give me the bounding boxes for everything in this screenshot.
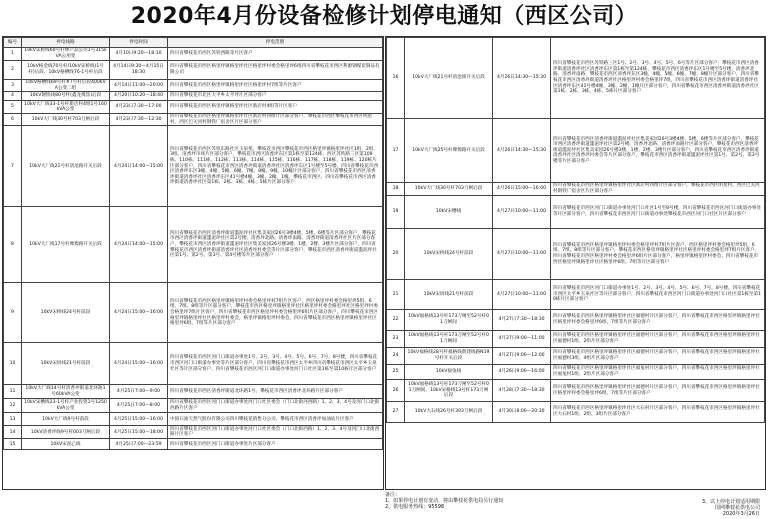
row-range: 四川省攀枝花市西区格里坪镇格里坪社区格里坪村委会格里坪6组四川省攀枝花市西区利源钢煤炭制品有限公司	[168, 61, 383, 80]
table-row	[4, 385, 383, 399]
row-time: 4月23日7:30—12:30	[110, 114, 168, 126]
row-range: 四川省攀枝花市西区格里坪镇格里坪社区福德村片区部分客户，四川省攀枝花市西区格里坪镇格里坪社区福德村3组、4组片区部分客户	[551, 348, 765, 365]
row-range: 四川省攀枝花市西区河门口街道办事处片区部分客户	[168, 439, 383, 450]
row-range: 四川省攀枝花市西区河门口街道办事处1号、2号、3号、4号、5号、6号、7号、8号楼，四川省攀枝花市西区太平乡玉泉社区等片区部分客户，四川省攀枝花市西区河门口街道办事处河门口社区第1栋至第10栋片区部分客户	[551, 280, 765, 310]
row-line: 10kV大石线26号杆303刀闸后段	[405, 402, 493, 423]
row-time: 4月27日10:00—11:00	[493, 196, 551, 229]
notice-footer	[385, 492, 766, 518]
row-line: 10kV福格线13号杆173刀闸至52号杆01刀闸间、10kV宋格线13号杆173刀闸后段	[405, 380, 493, 402]
row-time: 4月28日7:30—18:30	[493, 380, 551, 402]
row-line: 10kV福格线13号杆173刀闸至52号杆01刀闸间	[405, 310, 493, 331]
row-line: 10kV大厂线30号杆703刀闸后段	[22, 114, 110, 126]
issuer: 国网攀枝花供电公司	[714, 505, 760, 512]
row-time: 4月14日11:00—20:00	[110, 80, 168, 92]
row-no: 6	[4, 114, 22, 126]
row-no: 14	[4, 426, 22, 439]
row-range: 四川省攀枝花市西区苏铁西路等片区客户	[168, 48, 383, 61]
row-time: 4月10日9:20—18:10	[110, 48, 168, 61]
note-2: 2、供电服务热线：95598	[385, 504, 445, 511]
row-no: 3	[4, 80, 22, 92]
row-range: 四川省攀枝花市西区格里坪镇格里坪社区格里坪村7组等片区客户	[168, 80, 383, 92]
row-time: 4月26日14:30—15:30	[493, 38, 551, 119]
table-row	[387, 380, 765, 402]
table-row	[4, 283, 383, 343]
row-line: 10kV宋桥线24号杆前段	[405, 229, 493, 280]
header-line: 停电线路	[22, 38, 110, 48]
row-range: 四川省攀枝花市西区格里坪镇格里坪社区新店村4组等片区客户	[168, 101, 383, 114]
row-no: 5	[4, 101, 22, 114]
row-range: 四川省攀枝花市西区格里坪镇格里坪社区福德村片区部分客户，四川省攀枝花市西区格里坪镇格里坪社区格里坪村委会格里坪6组、7组等片区部分客户	[551, 380, 765, 402]
row-no: 12	[4, 399, 22, 413]
row-range: 四川省攀枝花市西区格里坪镇格里坪社区新店村四组片区部分客户，攀枝花市西区攀枝花市西区明星村、西区巴关河村钢铁厂宿舍区片区部分客户	[168, 114, 383, 126]
row-no: 25	[387, 365, 405, 380]
table-row	[4, 101, 383, 114]
row-time: 4月24日15:00—16:00	[110, 283, 168, 343]
table-row	[4, 92, 383, 101]
header-range: 停电范围	[168, 38, 383, 48]
row-line: 10kV大厂线33-1号杆新店村4组1号160kVA公变	[22, 101, 110, 114]
row-line: 10kV大厂线30号杆703刀闸后段	[405, 183, 493, 196]
row-no: 15	[4, 439, 22, 450]
row-line: 10kV宋桥线24号杆前段	[22, 283, 110, 343]
note-label: 备注：	[385, 492, 401, 498]
row-no: 16	[387, 38, 405, 119]
row-time: 4月24日14:00—15:00	[110, 207, 168, 283]
row-line: 10kV宋桥线60号杆林产品公司1号315kVA公用变	[22, 48, 110, 61]
note-1: 1、如果停电计划有变动，将由攀枝花供电局另行通知	[385, 498, 504, 505]
table-row	[387, 348, 765, 365]
table-row	[4, 80, 383, 92]
row-line: 10kV大厂线25号杆摩擦路开关后段	[405, 119, 493, 183]
row-range: 四川省攀枝花市西区格里坪镇格里坪村委会格里坪村7组片区客户，西区格里坪村委会格里坪5组、6组、7组、8组等片区部分客户，攀枝花市西区格里坪镇格里坪社区格里坪村委会格里坪社区格里坪村委会格里坪7组片区客户，四川省攀枝花市西区格里坪村委会格里坪6组片区部分客户，四川攀枝花市西区格里坪镇格里坪社区格里坪村委会，格里坪镇格里坪村委会、四川省攀枝花市西区格里坪镇格里坪社区格里坪6组、7组等片区部分客户	[168, 283, 383, 343]
table-row	[4, 439, 383, 450]
row-time: 4月26日14:30—15:30	[493, 119, 551, 183]
row-line: 10kV宋泥乙线	[22, 439, 110, 450]
row-no: 26	[387, 380, 405, 402]
row-time: 4月25日7:00—8:00	[110, 399, 168, 413]
row-no: 27	[387, 402, 405, 423]
table-row	[387, 365, 765, 380]
row-range: 四川省攀枝花市西区清香坪街道北环路1号、攀枝花市西区清香坪北环路片区部分客户	[168, 385, 383, 399]
row-time: 4月27日7:30—18:30	[493, 310, 551, 331]
row-range: 四川省攀枝花市西区苏铁东路社区玉泉苑、攀枝花市西区攀枝花市西区格里坪镇格里坪社区1组、2组、3组、清香坪市场片区部分客户，攀枝花市西区清香坪东区第1栋至第124栋、西区苏铁路三区第109栋、110栋、111栋、112栋、113栋、114栋、115栋、116栋、117栋、118栋、119栋、120栋片区部分客户，四川省攀枝花市西区清香坪街道清香坪社区清香坪东区1号楼至5号楼、四川省攀枝花市西区清香坪东区3幢、4幢、5幢、6幢、7幢、8幢、9幢、10幢片区部分客户，四川省攀枝花市西区清香坪街道清香坪社区清香坪东区41号楼4幢、3幢、2幢、1幢、攀枝花市西区、四川省攀枝花市西区清香坪街道清香坪社区第1栋、2栋、3栋、4栋、5栋片区部分客户	[168, 126, 383, 207]
row-time: 4月25日7:00—23:59	[110, 439, 168, 450]
row-line: 10kV宋同线21号杆前段	[405, 280, 493, 310]
row-no: 2	[4, 61, 22, 80]
row-range: 中国石油天然气股份有限公司四川攀枝花销售分公司、攀枝花市西区清香坪加油站片区客户	[168, 413, 383, 426]
row-range: 四川省攀枝花市西区清香坪街道滥泥坪社区集美家园26号3楼4楼、5楼、6楼等片区部分客户，攀枝花市西区清香坪街道滥泥坪社区第2号楼、清香坪北路、清香坪南路片区部分客户，攀枝花市西区清香坪街道滥泥坪社区集美家园26号楼3楼、1楼、2楼、3楼片区部分客户，四川省攀枝花市西区清香坪街道清香坪社区清香坪村委会等片区部分客户，攀枝花市西区清香坪街道滥泥坪社区第1号、第2号、第3号楼等片区部分客户	[551, 119, 765, 183]
row-no: 7	[4, 126, 22, 207]
row-range: 四川省攀枝花市西区格里坪镇格里坪社区大石村片区部分客户，四川省攀枝花市西区格里坪镇格里坪社区大石村1组、2组、3组片区部分客户	[551, 402, 765, 423]
row-no: 23	[387, 331, 405, 348]
outage-table-left	[2, 36, 384, 490]
table-row	[387, 310, 765, 331]
table-row	[4, 426, 383, 439]
row-line: 10kV福兔线	[405, 365, 493, 380]
row-range: 四川省攀枝花市西区河门口街道办事处1号、2号、3号、4号、5号、6号、7号、8号楼，四川省攀枝花市西区河门口街道办事处等片区部分客户，四川省攀枝花市西区太平乡四川省攀枝花市西区太平乡玉泉社区等片区部分客户，四川省攀枝花市西区河门口街道办事处河门口社区第1栋至第10栋片区部分客户	[168, 343, 383, 385]
header-no: 编号	[4, 38, 22, 48]
row-range: 四川省攀枝花市西区河门口街道办事处河门口社区1号至8号楼，四川省攀枝花市西区河门口街道办事处等片区部分客户，四川省攀枝花市西区河门口街道办事处攀枝花市西区河门口社区片区部分客户	[551, 196, 765, 229]
outage-table	[386, 37, 765, 423]
row-range: 四川省攀枝花市西区苏铁路三区1号、2号、3号、4号、5号、6号等片区部分客户，攀枝花市西区清香坪街道清香坪社区清香坪东区第1栋至第124栋、攀枝花市西区清香坪东区1号楼至5号楼、清香坪北路、清香坪南路、攀枝花市西区清香坪东区3幢、4幢、5幢、6幢、7幢、8幢片区部分客户，四川省攀枝花市西区清香坪街道清香坪社区格里坪村委会格里坪7组，四川省攀枝花市西区清香坪街道清香坪社区清香坪东区41号楼4幢、3幢、2幢、1幢片区部分客户，四川省攀枝花市西区清香坪街道清香坪社区第1栋、2栋、3栋、4栋、5栋片区部分客户	[551, 38, 765, 119]
row-time: 4月27日9:00—12:00	[493, 348, 551, 365]
row-range: 四川省攀枝花市北区大平乡太平坪片区部分客户	[168, 92, 383, 101]
row-no: 17	[387, 119, 405, 183]
table-row	[4, 61, 383, 80]
row-no: 24	[387, 348, 405, 365]
row-no: 19	[387, 196, 405, 229]
table-row	[4, 207, 383, 283]
table-row	[387, 196, 765, 229]
row-line: 10kV大厂线14号杆清香坪街道北环路1号60kVA公变	[22, 385, 110, 399]
table-row	[4, 413, 383, 426]
row-time: 4月30日8:00—20:30	[493, 402, 551, 423]
table-row	[387, 280, 765, 310]
table-row	[387, 38, 765, 119]
table-row	[387, 402, 765, 423]
row-time: 4月27日10:00—11:00	[493, 229, 551, 280]
row-no: 9	[4, 283, 22, 343]
table-row	[4, 399, 383, 413]
row-line: 10kV格金线70号杆/10kV宋桥线(1号杆)后段、10kV格槽线76-1号杆后段	[22, 61, 110, 80]
table-header-row	[4, 38, 383, 48]
row-line: 10kV格槽线69号杆#7号杆后段400kVA公变二组	[22, 80, 110, 92]
row-no: 8	[4, 207, 22, 283]
row-range: 四川省攀枝花市西区格里坪镇格里坪社区福兔村片区部分客户，四川省攀枝花市西区格里坪镇格里坪社区福兔村1组、2组片区部分客户	[551, 365, 765, 380]
table-row	[4, 114, 383, 126]
table-row	[387, 331, 765, 348]
row-line: 10kV大厂线17号杆摩擦路开关后段	[22, 207, 110, 283]
table-row	[4, 343, 383, 385]
row-no: 4	[4, 92, 22, 101]
row-range: 四川省攀枝花市西区格里坪镇格里坪社区福德村片区部分客户，四川省攀枝花市西区格里坪镇格里坪社区格里坪村委会格里坪6组、7组等片区部分客户	[551, 310, 765, 331]
row-no: 21	[387, 280, 405, 310]
row-no: 22	[387, 310, 405, 331]
row-line: 10kV福格线28号杆福格线新建线路N19号杆开关后段	[405, 348, 493, 365]
row-line: 10kV大厂线9号杆前段	[22, 413, 110, 426]
row-no: 11	[4, 385, 22, 399]
row-range: 四川省攀枝花市西区河门口街道办事处河门口社区委会（门口北街西路）1、2、3、4号及河门口北街西路片区客户	[168, 426, 383, 439]
row-range: 四川省攀枝花市西区格里坪镇格里坪社区新店村四组片区部分客户，攀枝花市西区明星村、西区巴关河村钢铁厂宿舍区片区部分客户	[551, 183, 765, 196]
note-3: 3、以上停电计划适用期限	[701, 499, 760, 505]
table-row	[4, 126, 383, 207]
row-time: 4月25日15:00—16:00	[110, 413, 168, 426]
table-row	[387, 119, 765, 183]
row-no: 13	[4, 413, 22, 426]
outage-table-right	[385, 36, 766, 490]
row-time: 4月24日15:00—16:00	[110, 343, 168, 385]
row-time: 4月25日15:00—18:00	[110, 426, 168, 439]
row-range: 四川省攀枝花市西区清香坪街道滥泥坪社区集美家园26号3楼4楼、5楼、6楼等片区部分客户，攀枝花市西区清香坪街道滥泥坪社区第2号楼、清香坪北路、清香坪南路、清香坪街道清香坪社区片区部分客户，攀枝花市西区清香坪街道滥泥坪社区集美家园26号楼3楼、1楼、2楼、3楼片区部分客户，四川省攀枝花市西区清香坪街道清香坪社区清香坪村委会等片区部分客户，攀枝花市西区清香坪街道滥泥坪社区第1号、第2号、第3号、第4号楼等片区部分客户	[168, 207, 383, 283]
row-line: 10kV宋同线21号杆前段	[22, 343, 110, 385]
header-time: 停电时间	[110, 38, 168, 48]
row-no: 20	[387, 229, 405, 280]
row-line: 10kV钢铁线80号杆(鑫龙煤焦)后段	[22, 92, 110, 101]
row-range: 四川省攀枝花市西区格里坪镇格里坪社区福德村片区部分客户，四川省攀枝花市西区格里坪镇格里坪社区福德村1组、2组片区部分客户	[551, 331, 765, 348]
page-title: 2020年4月份设备检修计划停电通知（西区公司）	[130, 4, 638, 29]
row-time: 4月25日7:00—9:00	[110, 385, 168, 399]
outage-table	[3, 37, 383, 450]
row-no: 18	[387, 183, 405, 196]
row-line: 10kV大厂线21号杆清沧街开关后段	[405, 38, 493, 119]
row-no: 1	[4, 48, 22, 61]
signature-block	[702, 499, 760, 518]
row-time: 4月27日10:00—11:00	[493, 280, 551, 310]
row-line: 10kV宋槽线	[405, 196, 493, 229]
row-time: 4月26日15:00—16:00	[493, 183, 551, 196]
row-range: 四川省攀枝花市西区河门口街道办事处河门口社区委会（门口北街河西路）1、2、3、4号及河门口北街西路片区客户	[168, 399, 383, 413]
row-line: 10kV宋槽线23-1号杆产业投资1号1250kVA公变	[22, 399, 110, 413]
row-range: 四川省攀枝花市西区格里坪镇格里坪村委会格里坪村7组片区客户，西区格里坪村委会格里坪5组、6组、7组、8组等片区部分客户，攀枝花市西区格里坪镇格里坪社区格里坪村委会格里坪7组片区客户，四川省攀枝花市西区格里坪村委会格里坪6组片区部分客户，格里坪镇格里坪村委会、四川省攀枝花市西区格里坪镇格里坪社区格里坪6组、7组等片区部分客户	[551, 229, 765, 280]
table-row	[4, 48, 383, 61]
table-row	[387, 229, 765, 280]
row-time: 4月14日9:30—4月15日18:30	[110, 61, 168, 80]
row-time: 4月23日7:30—17:00	[110, 101, 168, 114]
row-line: 10kV福格线13号杆173刀闸至52号杆01刀闸间	[405, 331, 493, 348]
row-time: 4月27日9:00—11:00	[493, 331, 551, 348]
row-line: 10kV大厂线21号杆清沧路开关后段	[22, 126, 110, 207]
row-line: 10kV清香坪线9号杆003刀闸后段	[22, 426, 110, 439]
table-row	[387, 183, 765, 196]
row-time: 4月20日10:20—18:40	[110, 92, 168, 101]
row-time: 4月24日14:00—15:00	[110, 126, 168, 207]
row-time: 4月26日9:00—16:00	[493, 365, 551, 380]
issue-date: 2020年3月26日	[722, 511, 760, 518]
row-no: 10	[4, 343, 22, 385]
